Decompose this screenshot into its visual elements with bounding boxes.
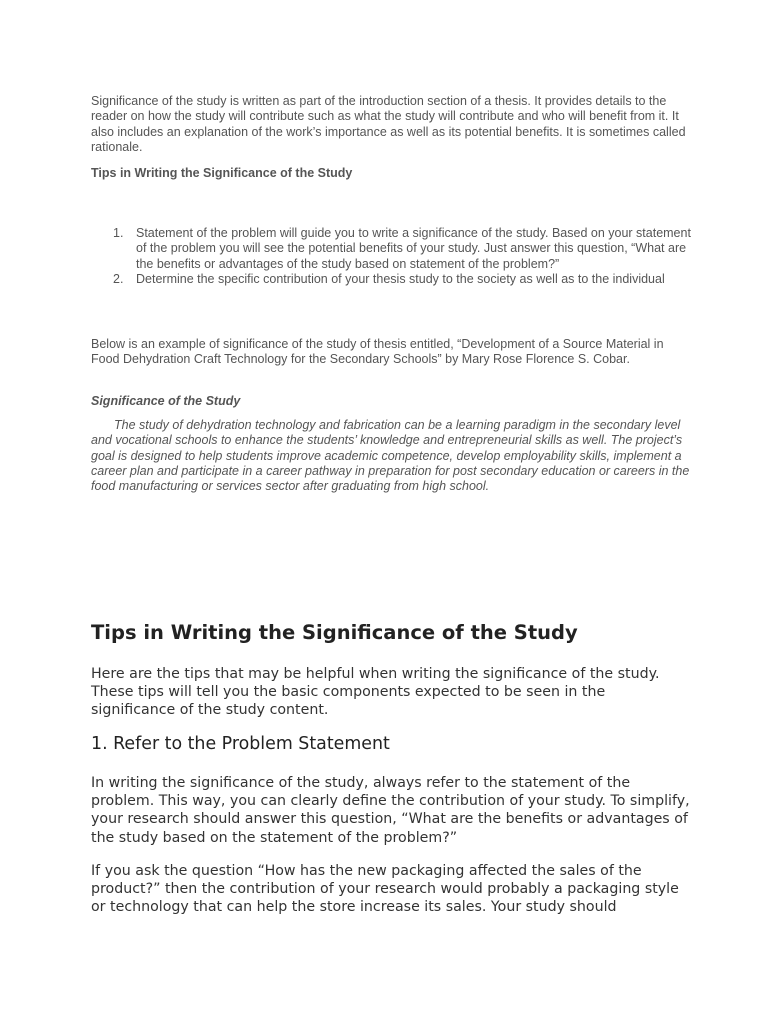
list-item	[91, 226, 691, 272]
example-intro-paragraph: Below is an example of significance of the study of thesis entitled, “Development of a Source Material in Food Dehydration Craft Technology for the Secondary Schools” by Mary Rose Florence S. Cobar.	[91, 337, 664, 367]
problem-statement-paragraph: In writing the significance of the study, always refer to the statement of the problem. This way, you can clearly define the contribution of your study. To simplify, your research should answer this question, “What are the benefits or advantages of the study based on the statement of the problem?”	[91, 775, 690, 846]
example-body-paragraph: The study of dehydration technology and fabrication can be a learning paradigm in the secondary level and vocational schools to enhance the students’ knowledge and entrepreneurial skills as well. The project’s goal is designed to help students improve academic competence, develop employability skills, implement a career plan and participate in a career pathway in preparation for post secondary education or careers in the food manufacturing or services sector after graduating from high school.	[91, 418, 690, 494]
list-item-text: Statement of the problem will guide you to write a significance of the study. Based on your statement of the problem you will see the potential benefits of your study. Just answer this question, “What are the benefits or advantages of the study based on statement of the problem?”	[136, 226, 691, 271]
tips-heading: Tips in Writing the Significance of the Study	[91, 166, 353, 180]
list-item-number: 1.	[113, 226, 124, 240]
list-item-text: Determine the specific contribution of your thesis study to the society as well as to the individual	[136, 271, 665, 286]
list-item	[91, 272, 691, 287]
list-item-number: 2.	[113, 271, 124, 286]
section-subheading: 1. Refer to the Problem Statement	[91, 734, 390, 754]
packaging-example-paragraph: If you ask the question “How has the new packaging affected the sales of the product?” then the contribution of your research would probably a packaging style or technology that can help the store increase its sales. Your study should	[91, 863, 679, 916]
intro-paragraph: Significance of the study is written as part of the introduction section of a thesis. It provides details to the reader on how the study will contribute such as what the study will contribute and who will benefit from it. It also includes an explanation of the work’s importance as well as its potential benefits. It is sometimes called rationale.	[91, 94, 686, 154]
significance-heading: Significance of the Study	[91, 394, 241, 408]
section-title: Tips in Writing the Significance of the Study	[91, 621, 578, 644]
section-intro-paragraph: Here are the tips that may be helpful when writing the significance of the study. These tips will tell you the basic components expected to be seen in the significance of the study content.	[91, 666, 660, 719]
tips-list	[91, 226, 691, 287]
